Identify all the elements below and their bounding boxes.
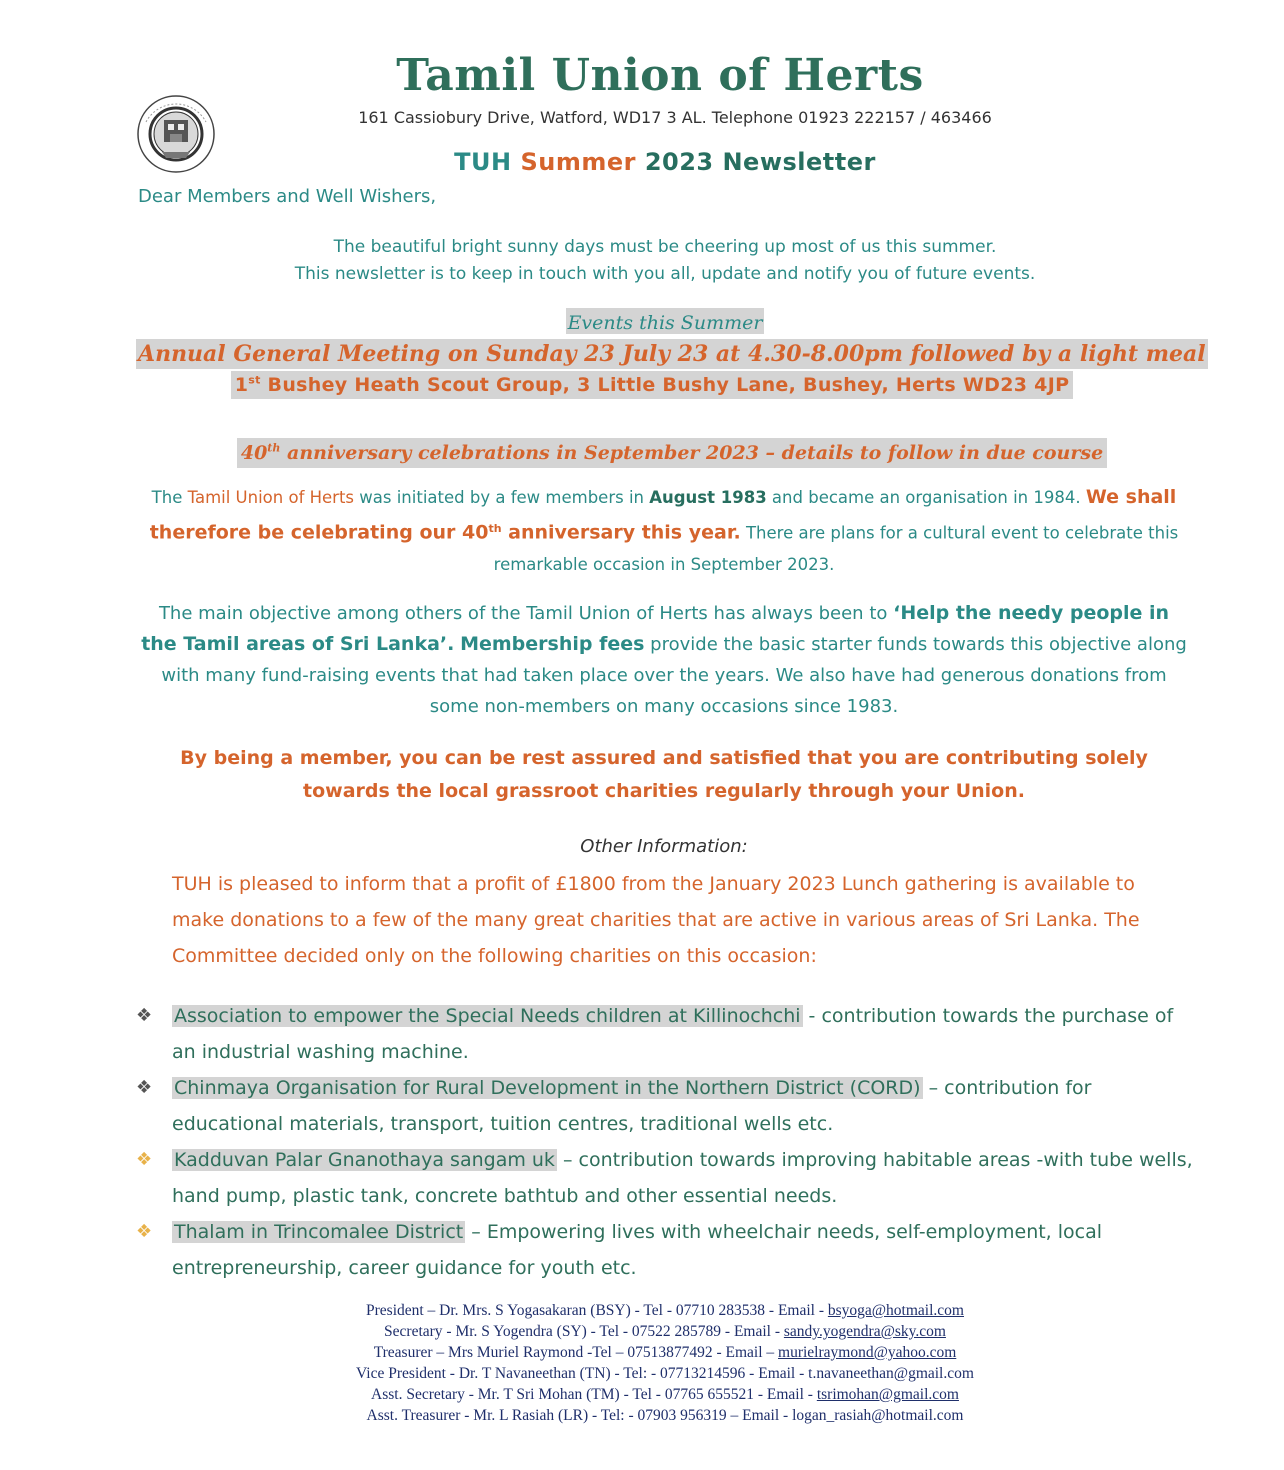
email-text: t.navaneethan@gmail.com bbox=[808, 1365, 974, 1382]
email-link[interactable]: sandy.yogendra@sky.com bbox=[783, 1323, 946, 1340]
intro-line: This newsletter is to keep in touch with you all, update and notify you of future events. bbox=[294, 264, 1036, 284]
charity-desc: – contribution for educational materials, transport, tuition centres, traditional wells etc. bbox=[172, 1077, 1092, 1135]
contact-line: Asst. Secretary - Mr. T Sri Mohan (TM) - Tel - 07765 655521 - Email - tsrimohan@gmail.com bbox=[371, 1386, 959, 1403]
agm-announcement: Annual General Meeting on Sunday 23 July 23 at 4.30-8.00pm followed by a light meal bbox=[138, 341, 1206, 367]
charity-list bbox=[136, 998, 1196, 1286]
tamil-union-seal-icon bbox=[132, 92, 220, 178]
charity-name: Chinmaya Organisation for Rural Development in the Northern District (CORD) bbox=[174, 1077, 921, 1099]
diamond-bullet-icon: ❖ bbox=[136, 1221, 153, 1242]
charity-name: Thalam in Trincomalee District bbox=[174, 1221, 464, 1243]
org-title: Tamil Union of Herts bbox=[396, 50, 924, 101]
agm-venue: 1st Bushey Heath Scout Group, 3 Little Bushy Lane, Bushey, Herts WD23 4JP bbox=[140, 374, 1164, 396]
committee-contacts bbox=[140, 1300, 1190, 1426]
charity-desc: – Empowering lives with wheelchair needs, self-employment, local entrepreneurship, career guidance for youth etc. bbox=[172, 1221, 1103, 1279]
list-item bbox=[136, 1214, 1196, 1286]
list-item bbox=[136, 1142, 1196, 1214]
diamond-bullet-icon: ❖ bbox=[136, 1149, 153, 1170]
newsletter-suffix: 2023 Newsletter bbox=[644, 148, 876, 176]
email-link[interactable]: murielraymond@yahoo.com bbox=[778, 1344, 957, 1361]
email-text: logan_rasiah@hotmail.com bbox=[792, 1407, 964, 1424]
greeting: Dear Members and Well Wishers, bbox=[138, 186, 437, 207]
membership-note: By being a member, you can be rest assured and satisfied that you are contributing solely towards the local grassroot charities regularly through your Union. bbox=[180, 747, 1148, 802]
intro-line: The beautiful bright sunny days must be cheering up most of us this summer. bbox=[333, 237, 997, 257]
org-address: 161 Cassiobury Drive, Watford, WD17 3 AL. Telephone 01923 222157 / 463466 bbox=[358, 108, 992, 127]
contact-line: Asst. Treasurer - Mr. L Rasiah (LR) - Tel: - 07903 956319 – Email - logan_rasiah@hotmail.com bbox=[366, 1407, 964, 1424]
contact-line: Treasurer – Mrs Muriel Raymond -Tel – 07513877492 - Email – murielraymond@yahoo.com bbox=[373, 1344, 957, 1361]
contact-line: Secretary - Mr. S Yogendra (SY) - Tel - 07522 285789 - Email - sandy.yogendra@sky.com bbox=[384, 1323, 946, 1340]
email-link[interactable]: bsyoga@hotmail.com bbox=[827, 1302, 964, 1319]
list-item bbox=[136, 998, 1196, 1070]
other-info-heading: Other Information: bbox=[580, 836, 748, 857]
anniversary-announcement: 40th anniversary celebrations in September 2023 – details to follow in due course bbox=[140, 442, 1204, 464]
other-info-body: TUH is pleased to inform that a profit of £1800 from the January 2023 Lunch gathering is available to make donations to a few of the many great charities that are active in various areas of Sri Lanka. The Committee decided only on the following charities on this occasion: bbox=[172, 873, 1140, 967]
history-paragraph: The Tamil Union of Herts was initiated by a few members in August 1983 and became an organisation in 1984. We shall therefore be celebrating our 40th anniversary this year. There are plans for a cultural event to celebrate this remarkable occasion in September 2023. bbox=[149, 486, 1179, 574]
newsletter-prefix: TUH bbox=[454, 148, 512, 176]
newsletter-season: Summer bbox=[520, 148, 636, 176]
newsletter-title bbox=[330, 148, 1000, 176]
objective-paragraph: The main objective among others of the Tamil Union of Herts has always been to ‘Help the needy people in the Tamil areas of Sri Lanka’. Membership fees provide the basic starter funds towards this objective along with many fund-raising events that had taken place over the years. We also have had generous donations from some non-members on many occasions since 1983. bbox=[141, 602, 1187, 717]
charity-desc: – contribution towards improving habitable areas -with tube wells, hand pump, plastic tank, concrete bathtub and other essential needs. bbox=[172, 1149, 1193, 1207]
diamond-bullet-icon: ❖ bbox=[136, 1077, 153, 1098]
email-link[interactable]: tsrimohan@gmail.com bbox=[816, 1386, 959, 1403]
charity-name: Kadduvan Palar Gnanothaya sangam uk bbox=[174, 1149, 555, 1171]
charity-desc: - contribution towards the purchase of an industrial washing machine. bbox=[172, 1005, 1174, 1063]
charity-name: Association to empower the Special Needs children at Killinochchi bbox=[174, 1005, 801, 1027]
events-heading: Events this Summer bbox=[140, 312, 1190, 334]
contact-line: Vice President - Dr. T Navaneethan (TN) - Tel: - 07713214596 - Email - t.navaneethan@gmail.com bbox=[356, 1365, 974, 1382]
list-item bbox=[136, 1070, 1196, 1142]
intro-paragraph bbox=[140, 234, 1190, 288]
diamond-bullet-icon: ❖ bbox=[136, 1005, 153, 1026]
contact-line: President – Dr. Mrs. S Yogasakaran (BSY) - Tel - 07710 283538 - Email - bsyoga@hotmail.com bbox=[366, 1302, 964, 1319]
